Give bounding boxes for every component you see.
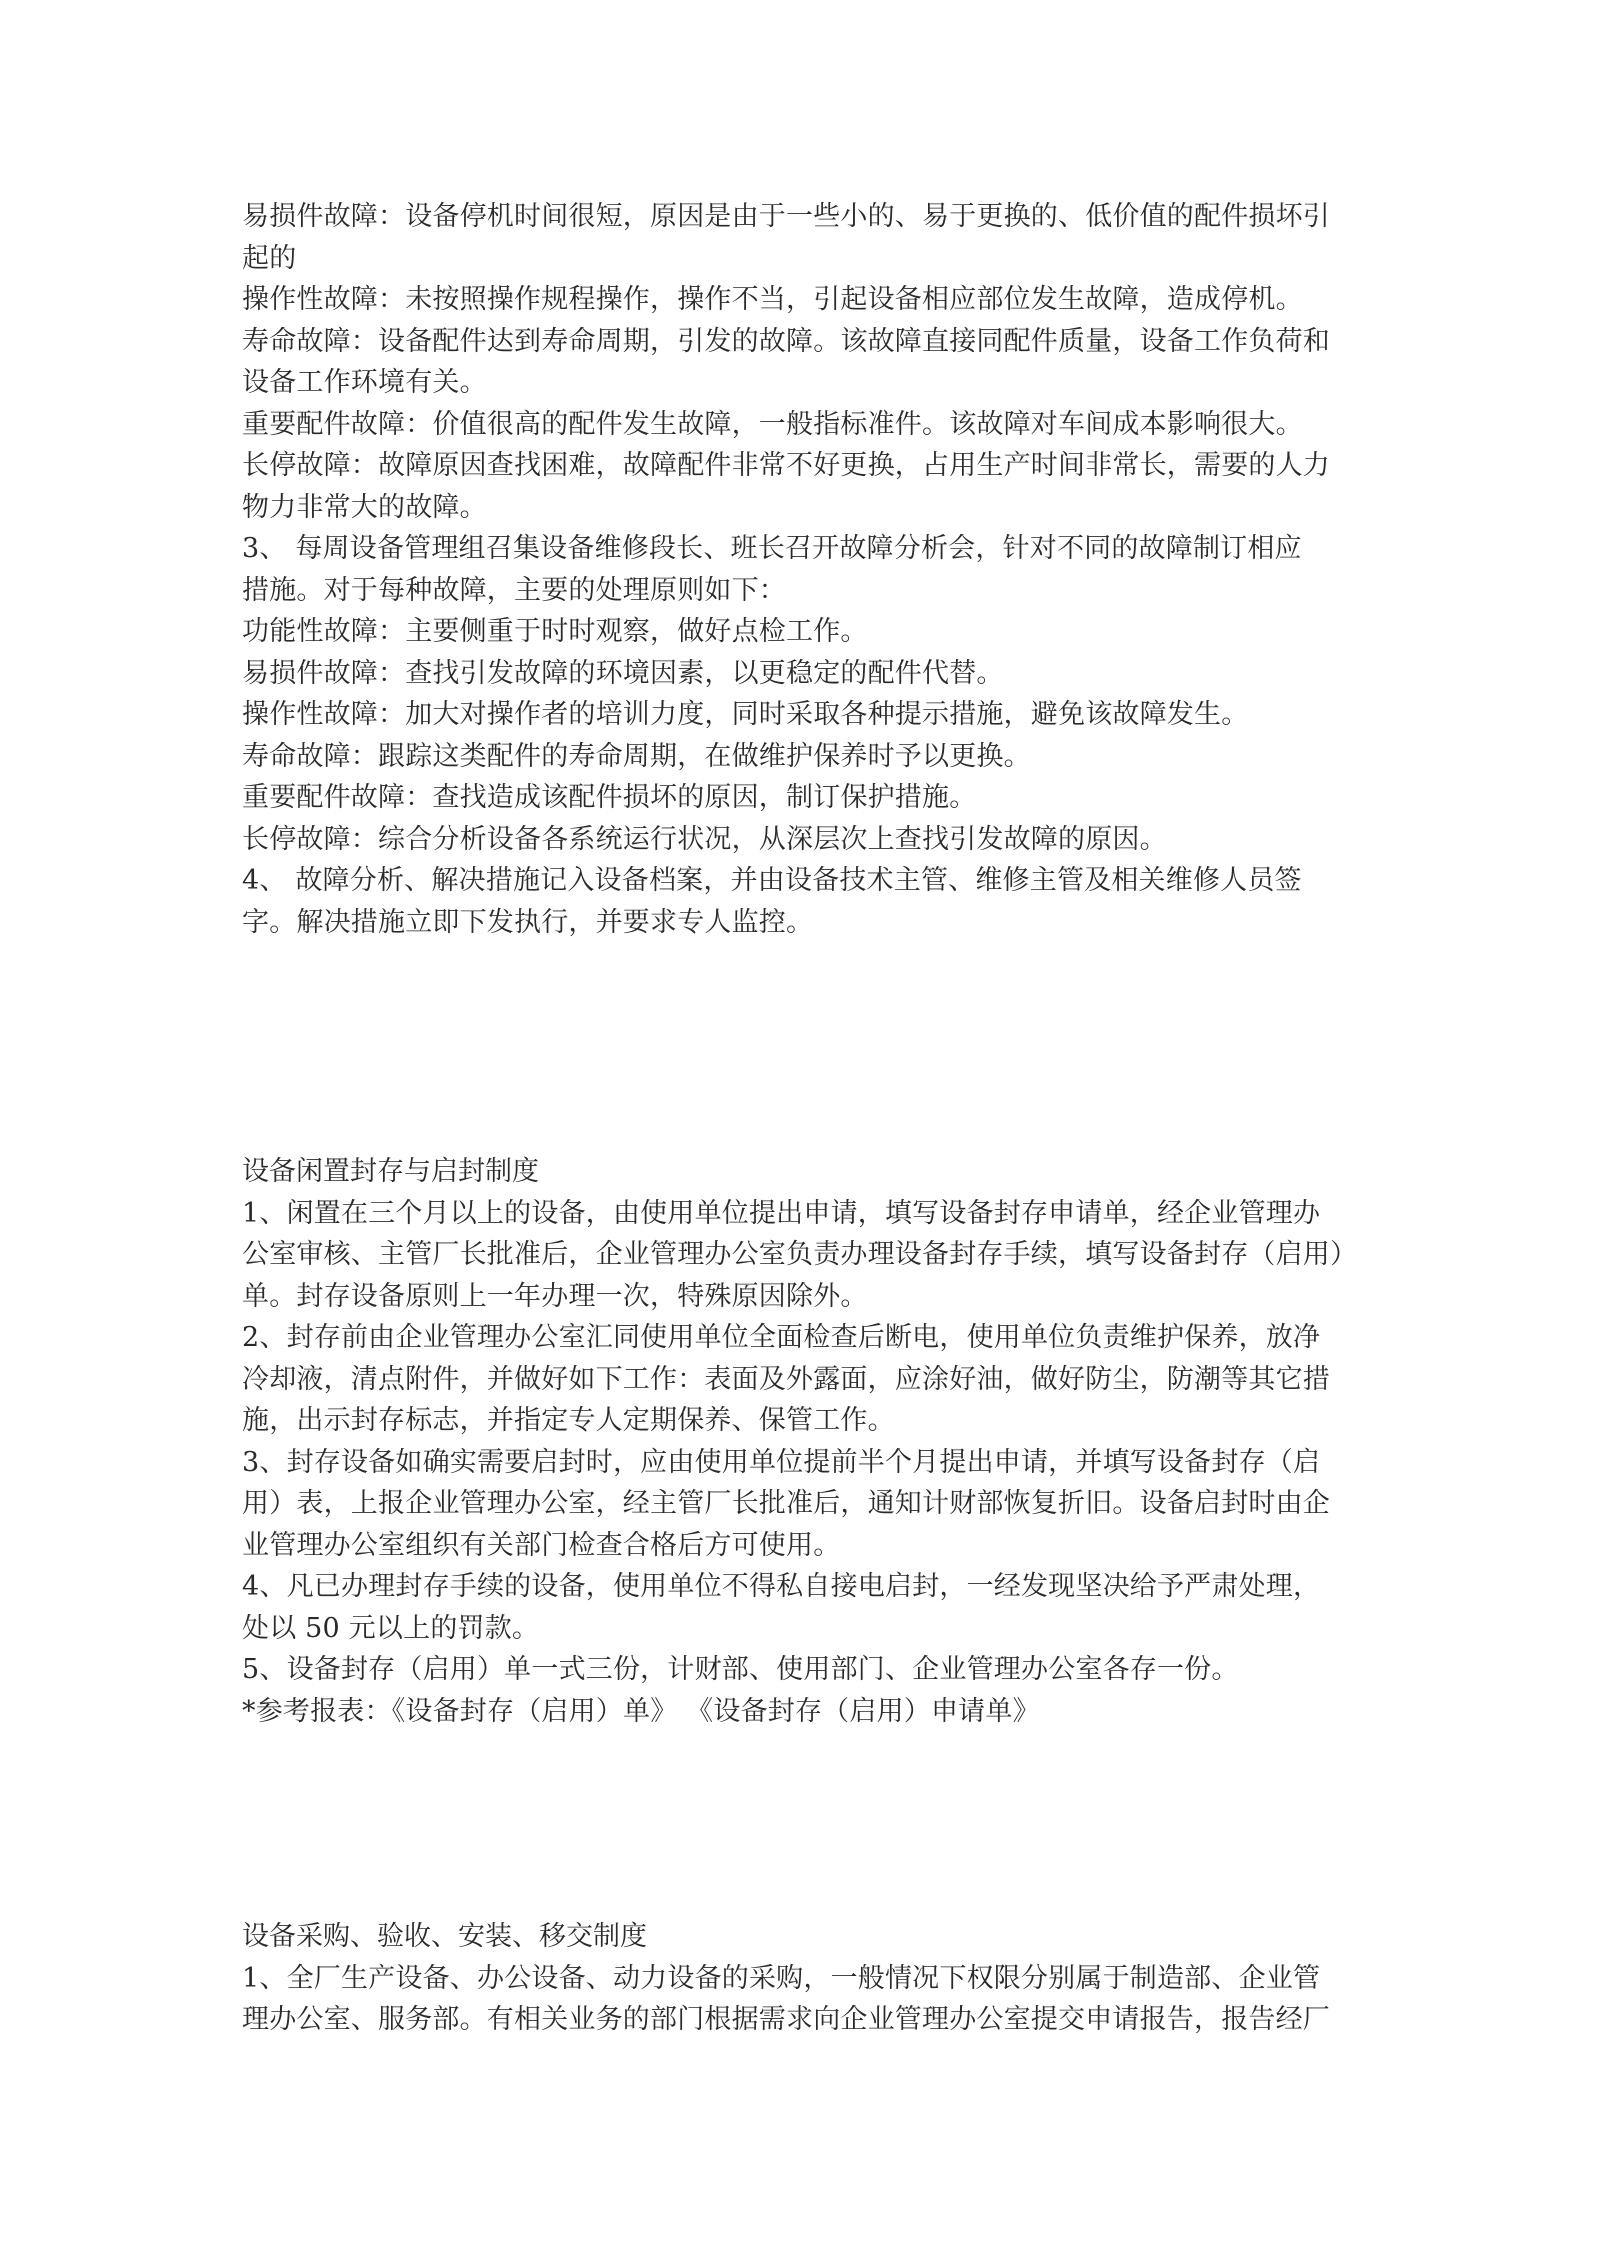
- text-line: 长停故障：综合分析设备各系统运行状况，从深层次上查找引发故障的原因。: [242, 823, 1167, 855]
- text-line: 3、 每周设备管理组召集设备维修段长、班长召开故障分析会，针对不同的故障制订相应: [242, 533, 1302, 564]
- text-line: 4、 故障分析、解决措施记入设备档案，并由设备技术主管、维修主管及相关维修人员签: [242, 865, 1302, 896]
- text-line: 理办公室、服务部。有相关业务的部门根据需求向企业管理办公室提交申请报告，报告经厂: [242, 2004, 1330, 2035]
- text-line: 易损件故障：设备停机时间很短，原因是由于一些小的、易于更换的、低价值的配件损坏引: [242, 201, 1330, 232]
- section-heading: 设备采购、验收、安装、移交制度: [242, 1921, 647, 1952]
- text-line: 寿命故障：跟踪这类配件的寿命周期，在做维护保养时予以更换。: [242, 740, 1031, 772]
- text-line: 设备工作环境有关。: [242, 367, 487, 398]
- text-line: 1、全厂生产设备、办公设备、动力设备的采购，一般情况下权限分别属于制造部、企业管: [242, 1962, 1321, 1994]
- text-line: 操作性故障：加大对操作者的培训力度，同时采取各种提示措施，避免该故障发生。: [242, 699, 1249, 730]
- text-line: 4、凡已办理封存手续的设备，使用单位不得私自接电启封，一经发现坚决给予严肃处理，: [242, 1571, 1321, 1602]
- section-heading: 设备闲置封存与启封制度: [242, 1156, 539, 1187]
- text-line: 起的: [242, 242, 297, 274]
- text-line: 寿命故障：设备配件达到寿命周期，引发的故障。该故障直接同配件质量，设备工作负荷和: [242, 325, 1330, 357]
- text-line: *参考报表：《设备封存（启用）单》 《设备封存（启用）申请单》: [242, 1695, 1040, 1727]
- text-line: 重要配件故障：价值很高的配件发生故障，一般指标准件。该故障对车间成本影响很大。: [242, 408, 1303, 440]
- idle-sealing-section: [242, 1151, 1372, 1732]
- text-line: 易损件故障：查找引发故障的环境因素，以更稳定的配件代替。: [242, 657, 1004, 689]
- text-line: 公室审核、主管厂长批准后，企业管理办公室负责办理设备封存手续，填写设备封存（启用）: [242, 1239, 1358, 1270]
- text-line: 字。解决措施立即下发执行，并要求专人监控。: [242, 906, 814, 938]
- fault-types-section: [242, 196, 1372, 943]
- procurement-section: [242, 1916, 1372, 2041]
- text-line: 措施。对于每种故障，主要的处理原则如下：: [242, 574, 786, 606]
- text-line: 冷却液，清点附件，并做好如下工作：表面及外露面，应涂好油，做好防尘，防潮等其它措: [242, 1363, 1330, 1395]
- text-line: 5、设备封存（启用）单一式三份，计财部、使用部门、企业管理办公室各存一份。: [242, 1654, 1239, 1685]
- text-line: 3、封存设备如确实需要启封时，应由使用单位提前半个月提出申请，并填写设备封存（启: [242, 1446, 1321, 1478]
- text-line: 1、闲置在三个月以上的设备，由使用单位提出申请，填写设备封存申请单，经企业管理办: [242, 1197, 1321, 1229]
- text-line: 操作性故障：未按照操作规程操作，操作不当，引起设备相应部位发生故障，造成停机。: [242, 284, 1303, 315]
- text-line: 重要配件故障：查找造成该配件损坏的原因，制订保护措施。: [242, 782, 977, 813]
- text-line: 功能性故障：主要侧重于时时观察，做好点检工作。: [242, 616, 868, 647]
- text-line: 用）表，上报企业管理办公室，经主管厂长批准后，通知计财部恢复折旧。设备启封时由企: [242, 1488, 1330, 1519]
- text-line: 单。封存设备原则上一年办理一次，特殊原因除外。: [242, 1280, 868, 1312]
- text-line: 长停故障：故障原因查找困难，故障配件非常不好更换，占用生产时间非常长，需要的人力: [242, 450, 1330, 481]
- text-line: 2、封存前由企业管理办公室汇同使用单位全面检查后断电，使用单位负责维护保养，放净: [242, 1322, 1321, 1353]
- text-line: 施，出示封存标志，并指定专人定期保养、保管工作。: [242, 1405, 895, 1436]
- text-line: 处以 50 元以上的罚款。: [242, 1612, 540, 1644]
- text-line: 业管理办公室组织有关部门检查合格后方可使用。: [242, 1529, 841, 1561]
- text-line: 物力非常大的故障。: [242, 491, 487, 523]
